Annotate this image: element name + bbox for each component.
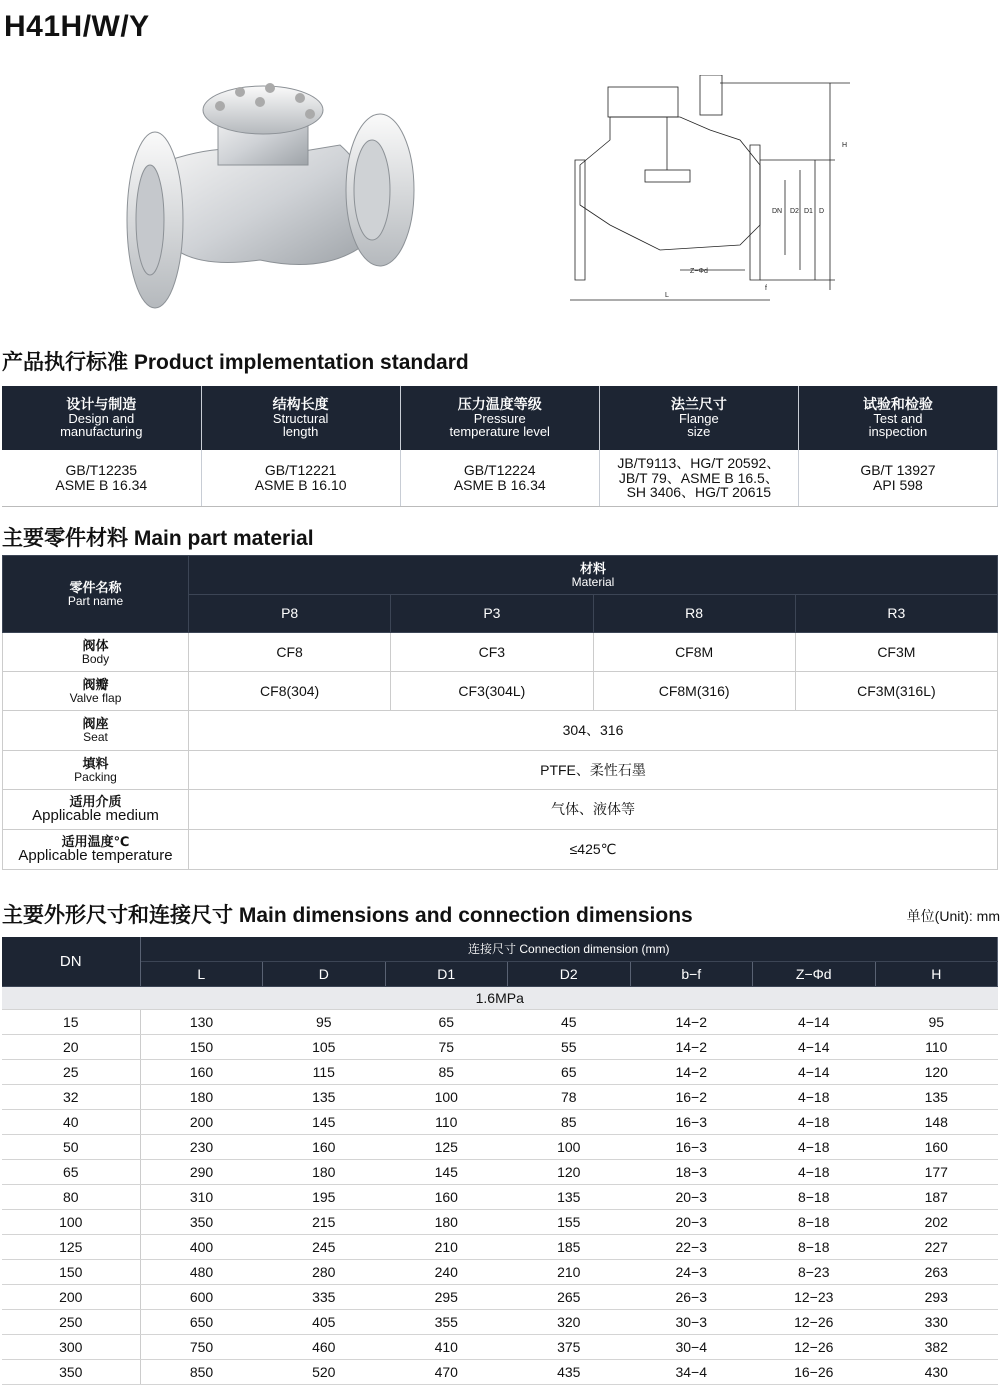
dimension-cell: 18−3	[630, 1160, 753, 1185]
table-row	[2, 1035, 998, 1060]
dimension-cell: 280	[263, 1260, 386, 1285]
drawing-label-f: f	[765, 285, 767, 292]
col-header-h: H	[875, 962, 998, 987]
dimension-cell: 410	[385, 1335, 508, 1360]
dimension-cell: 14−2	[630, 1035, 753, 1060]
material-cell: CF3M(316L)	[795, 672, 997, 711]
dimension-cell: 470	[385, 1360, 508, 1385]
col-header-l: L	[140, 962, 263, 987]
valve-drawing	[560, 75, 860, 315]
part-medium: 适用介质 Applicable medium	[3, 790, 189, 830]
std-value-3: GB/T12224 ASME B 16.34	[400, 450, 599, 507]
dimension-cell: 4−14	[753, 1060, 876, 1085]
dn-cell: 20	[2, 1035, 140, 1060]
dimension-cell: 160	[140, 1060, 263, 1085]
dn-cell: 200	[2, 1285, 140, 1310]
dimension-cell: 4−18	[753, 1085, 876, 1110]
dimension-cell: 100	[385, 1085, 508, 1110]
dimension-cell: 120	[875, 1060, 998, 1085]
dimension-cell: 335	[263, 1285, 386, 1310]
grade-r8: R8	[593, 595, 795, 633]
dimension-cell: 310	[140, 1185, 263, 1210]
dn-cell: 25	[2, 1060, 140, 1085]
dimension-cell: 135	[508, 1185, 631, 1210]
dn-cell: 150	[2, 1260, 140, 1285]
std-value-2: GB/T12221 ASME B 16.10	[201, 450, 400, 507]
dimension-cell: 135	[875, 1085, 998, 1110]
dimension-cell: 20−3	[630, 1210, 753, 1235]
dimension-cell: 405	[263, 1310, 386, 1335]
grade-r3: R3	[795, 595, 997, 633]
dimension-cell: 4−18	[753, 1110, 876, 1135]
dimension-cell: 8−18	[753, 1185, 876, 1210]
drawing-label-d1: D1	[804, 208, 813, 215]
dimension-cell: 65	[508, 1060, 631, 1085]
dimension-cell: 12−26	[753, 1310, 876, 1335]
col-header-d: D	[263, 962, 386, 987]
dimension-cell: 4−18	[753, 1160, 876, 1185]
std-value-5: GB/T 13927 API 598	[798, 450, 997, 507]
dimension-cell: 16−26	[753, 1360, 876, 1385]
dimension-cell: 130	[140, 1010, 263, 1035]
col-header-zd: Z−Φd	[753, 962, 876, 987]
part-body: 阀体 Body	[3, 633, 189, 672]
dn-cell: 50	[2, 1135, 140, 1160]
std-value-1: GB/T12235 ASME B 16.34	[2, 450, 201, 507]
dimension-cell: 263	[875, 1260, 998, 1285]
dimension-cell: 4−14	[753, 1035, 876, 1060]
drawing-label-d: D	[819, 208, 825, 215]
section-title-standard: 产品执行标准 Product implementation standard	[2, 351, 469, 374]
material-header: 材料 Material	[189, 556, 998, 595]
dimension-cell: 460	[263, 1335, 386, 1360]
dn-cell: 100	[2, 1210, 140, 1235]
dimension-cell: 14−2	[630, 1010, 753, 1035]
dn-cell: 125	[2, 1235, 140, 1260]
dimension-cell: 295	[385, 1285, 508, 1310]
table-row	[2, 1310, 998, 1335]
standard-table	[2, 386, 998, 507]
dimension-cell: 520	[263, 1360, 386, 1385]
dimension-cell: 240	[385, 1260, 508, 1285]
table-row	[2, 1360, 998, 1385]
table-row	[2, 1160, 998, 1185]
dimension-table	[2, 937, 998, 1385]
dimension-cell: 135	[263, 1085, 386, 1110]
model-title: H41H/W/Y	[4, 10, 150, 43]
dimension-cell: 24−3	[630, 1260, 753, 1285]
dimension-cell: 200	[140, 1110, 263, 1135]
dimension-cell: 195	[263, 1185, 386, 1210]
dimension-cell: 177	[875, 1160, 998, 1185]
dimension-cell: 245	[263, 1235, 386, 1260]
table-row	[2, 1010, 998, 1035]
dimension-cell: 8−23	[753, 1260, 876, 1285]
std-header-2: 结构长度 Structural length	[201, 386, 400, 450]
material-cell: CF8M(316)	[593, 672, 795, 711]
std-header-5: 试验和检验 Test and inspection	[798, 386, 997, 450]
dn-cell: 250	[2, 1310, 140, 1335]
dimension-cell: 8−18	[753, 1235, 876, 1260]
dimension-cell: 145	[263, 1110, 386, 1135]
dimension-cell: 210	[508, 1260, 631, 1285]
dn-cell: 15	[2, 1010, 140, 1035]
unit-label: 单位(Unit): mm	[906, 908, 1000, 924]
dimension-cell: 202	[875, 1210, 998, 1235]
material-cell: CF8M	[593, 633, 795, 672]
dimension-cell: 22−3	[630, 1235, 753, 1260]
dn-cell: 350	[2, 1360, 140, 1385]
dimension-cell: 230	[140, 1135, 263, 1160]
drawing-label-l: L	[665, 292, 669, 299]
dimension-cell: 85	[385, 1060, 508, 1085]
std-header-3: 压力温度等级 Pressure temperature level	[400, 386, 599, 450]
dimension-cell: 320	[508, 1310, 631, 1335]
part-valve-flap: 阀瓣 Valve flap	[3, 672, 189, 711]
dimension-cell: 20−3	[630, 1185, 753, 1210]
dn-cell: 65	[2, 1160, 140, 1185]
material-cell: CF3M	[795, 633, 997, 672]
dimension-cell: 16−3	[630, 1135, 753, 1160]
drawing-label-h: H	[842, 142, 848, 149]
dn-cell: 300	[2, 1335, 140, 1360]
dn-header: DN	[2, 937, 140, 987]
valve-photo	[110, 70, 440, 320]
dimension-cell: 293	[875, 1285, 998, 1310]
drawing-label-dn: DN	[772, 208, 783, 215]
dimension-cell: 125	[385, 1135, 508, 1160]
dimension-cell: 95	[263, 1010, 386, 1035]
dimension-cell: 265	[508, 1285, 631, 1310]
dimension-cell: 75	[385, 1035, 508, 1060]
dimension-cell: 650	[140, 1310, 263, 1335]
dimension-cell: 12−23	[753, 1285, 876, 1310]
dimension-cell: 290	[140, 1160, 263, 1185]
dimension-cell: 480	[140, 1260, 263, 1285]
material-span-cell: 304、316	[189, 711, 998, 751]
table-row	[2, 1060, 998, 1085]
material-span-cell: ≤425℃	[189, 830, 998, 870]
table-row	[2, 1335, 998, 1360]
dimension-cell: 382	[875, 1335, 998, 1360]
dimension-cell: 45	[508, 1010, 631, 1035]
dimension-cell: 30−4	[630, 1335, 753, 1360]
material-span-cell: PTFE、柔性石墨	[189, 751, 998, 790]
dimension-cell: 4−14	[753, 1010, 876, 1035]
dimension-cell: 430	[875, 1360, 998, 1385]
material-cell: CF8(304)	[189, 672, 391, 711]
table-row	[2, 1285, 998, 1310]
material-cell: CF8	[189, 633, 391, 672]
dimension-cell: 180	[385, 1210, 508, 1235]
dimension-cell: 330	[875, 1310, 998, 1335]
dimension-cell: 180	[140, 1085, 263, 1110]
dimension-cell: 400	[140, 1235, 263, 1260]
dimension-cell: 105	[263, 1035, 386, 1060]
dimension-cell: 78	[508, 1085, 631, 1110]
std-header-4: 法兰尺寸 Flange size	[599, 386, 798, 450]
dimension-cell: 435	[508, 1360, 631, 1385]
dimension-cell: 110	[875, 1035, 998, 1060]
dimension-cell: 180	[263, 1160, 386, 1185]
dimension-cell: 187	[875, 1185, 998, 1210]
table-row	[2, 1085, 998, 1110]
dimension-cell: 30−3	[630, 1310, 753, 1335]
material-cell: CF3(304L)	[391, 672, 593, 711]
dn-cell: 32	[2, 1085, 140, 1110]
col-header-bf: b−f	[630, 962, 753, 987]
dimension-cell: 375	[508, 1335, 631, 1360]
material-table	[2, 555, 998, 870]
dimension-cell: 12−26	[753, 1335, 876, 1360]
dimension-cell: 14−2	[630, 1060, 753, 1085]
section-title-dimensions: 主要外形尺寸和连接尺寸 Main dimensions and connection dimensions	[2, 904, 693, 927]
part-name-header: 零件名称 Part name	[3, 556, 189, 633]
dimension-cell: 85	[508, 1110, 631, 1135]
part-packing: 填料 Packing	[3, 751, 189, 790]
connection-header: 连接尺寸 Connection dimension (mm)	[140, 937, 998, 962]
dimension-cell: 160	[875, 1135, 998, 1160]
table-row	[2, 1235, 998, 1260]
dimension-cell: 215	[263, 1210, 386, 1235]
dimension-cell: 8−18	[753, 1210, 876, 1235]
dimension-cell: 185	[508, 1235, 631, 1260]
section-title-material: 主要零件材料 Main part material	[2, 527, 314, 550]
material-span-cell: 气体、液体等	[189, 790, 998, 830]
dimension-cell: 210	[385, 1235, 508, 1260]
table-row	[2, 1135, 998, 1160]
dimension-cell: 34−4	[630, 1360, 753, 1385]
table-row	[2, 1260, 998, 1285]
dimension-cell: 600	[140, 1285, 263, 1310]
material-cell: CF3	[391, 633, 593, 672]
dimension-cell: 148	[875, 1110, 998, 1135]
table-row	[2, 1185, 998, 1210]
std-value-4: JB/T9113、HG/T 20592、 JB/T 79、ASME B 16.5、 SH 3406、HG/T 20615	[599, 450, 798, 507]
dimension-cell: 100	[508, 1135, 631, 1160]
dimension-cell: 850	[140, 1360, 263, 1385]
drawing-label-zd: Z−Φd	[690, 268, 708, 275]
dimension-cell: 355	[385, 1310, 508, 1335]
drawing-label-d2: D2	[790, 208, 799, 215]
std-header-1: 设计与制造 Design and manufacturing	[2, 386, 201, 450]
dimension-cell: 120	[508, 1160, 631, 1185]
dimension-cell: 160	[263, 1135, 386, 1160]
dimension-cell: 145	[385, 1160, 508, 1185]
dimension-cell: 26−3	[630, 1285, 753, 1310]
grade-p3: P3	[391, 595, 593, 633]
dn-cell: 40	[2, 1110, 140, 1135]
dimension-cell: 16−2	[630, 1085, 753, 1110]
dimension-cell: 155	[508, 1210, 631, 1235]
dn-cell: 80	[2, 1185, 140, 1210]
table-row	[2, 1110, 998, 1135]
dimension-cell: 55	[508, 1035, 631, 1060]
pressure-row: 1.6MPa	[2, 987, 998, 1010]
dimension-cell: 95	[875, 1010, 998, 1035]
part-temperature: 适用温度℃ Applicable temperature	[3, 830, 189, 870]
dimension-cell: 160	[385, 1185, 508, 1210]
col-header-d2: D2	[508, 962, 631, 987]
part-seat: 阀座 Seat	[3, 711, 189, 751]
dimension-cell: 65	[385, 1010, 508, 1035]
dimension-cell: 16−3	[630, 1110, 753, 1135]
grade-p8: P8	[189, 595, 391, 633]
dimension-cell: 4−18	[753, 1135, 876, 1160]
dimension-cell: 150	[140, 1035, 263, 1060]
dimension-cell: 750	[140, 1335, 263, 1360]
dimension-cell: 115	[263, 1060, 386, 1085]
dimension-cell: 110	[385, 1110, 508, 1135]
table-row	[2, 1210, 998, 1235]
col-header-d1: D1	[385, 962, 508, 987]
dimension-cell: 227	[875, 1235, 998, 1260]
dimension-cell: 350	[140, 1210, 263, 1235]
